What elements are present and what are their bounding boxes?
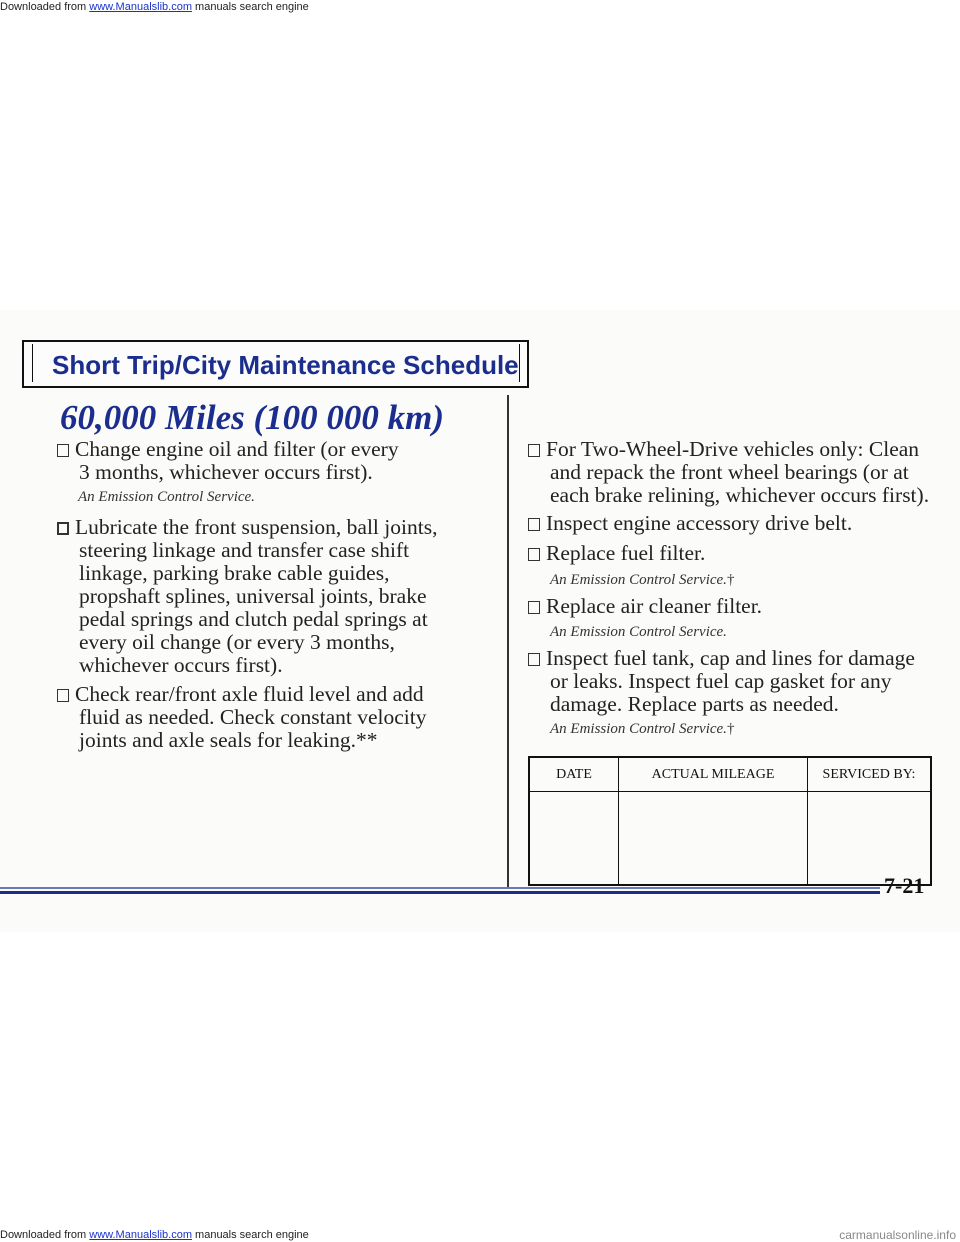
emission-note: An Emission Control Service.† (550, 721, 735, 737)
emission-note: An Emission Control Service. (550, 624, 727, 640)
dagger-mark: † (726, 721, 735, 737)
section-title: 60,000 Miles (100 000 km) (60, 398, 445, 437)
checklist-item-axle-fluid: Check rear/front axle fluid level and add fluid as needed. Check constant velocity joints and axle seals for leaking.** (57, 683, 426, 752)
emission-note: An Emission Control Service.† (550, 572, 735, 588)
checkbox[interactable] (528, 601, 540, 614)
watermark: carmanualsonline.info (839, 1228, 956, 1242)
footer-rule-thin (0, 887, 880, 889)
footer-rule-thick (0, 891, 880, 894)
checkbox[interactable] (57, 522, 69, 535)
checklist-item-air-cleaner: Replace air cleaner filter. (528, 595, 762, 618)
schedule-title: Short Trip/City Maintenance Schedule (52, 350, 519, 380)
manual-page (0, 310, 960, 932)
schedule-header (22, 340, 529, 388)
checkbox[interactable] (528, 653, 540, 666)
table-header-row (529, 757, 931, 792)
header-tick-left (32, 344, 33, 382)
checklist-item-wheel-bearings: For Two-Wheel-Drive vehicles only: Clean and repack the front wheel bearings (or at each brake relining, whichever occurs first). (528, 438, 929, 507)
page-number: 7-21 (884, 873, 925, 898)
emission-note: An Emission Control Service. (78, 489, 255, 505)
checkbox[interactable] (528, 518, 540, 531)
checklist-item-engine-oil: Change engine oil and filter (or every 3 months, whichever occurs first). (57, 438, 399, 484)
column-divider (507, 395, 509, 887)
header-tick-right (519, 344, 520, 382)
actual-mileage-header: ACTUAL MILEAGE (619, 757, 808, 792)
manualslib-link[interactable]: www.Manualslib.com (89, 1229, 192, 1241)
checklist-item-fuel-tank: Inspect fuel tank, cap and lines for damage or leaks. Inspect fuel cap gasket for any damage. Replace parts as needed. (528, 647, 915, 716)
serviced-by-cell[interactable] (807, 792, 931, 886)
checkbox[interactable] (57, 689, 69, 702)
checklist-item-accessory-belt: Inspect engine accessory drive belt. (528, 512, 852, 535)
date-header: DATE (529, 757, 619, 792)
download-banner-bottom: Downloaded from www.Manualslib.com manuals search engine carmanualsonline.info (0, 1228, 956, 1242)
checkbox[interactable] (528, 444, 540, 457)
dagger-mark: † (726, 572, 735, 588)
date-cell[interactable] (529, 792, 619, 886)
serviced-by-header: SERVICED BY: (807, 757, 931, 792)
checkbox[interactable] (528, 548, 540, 561)
table-row (529, 792, 931, 886)
download-banner: Downloaded from www.Manualslib.com manuals search engine (0, 1, 309, 13)
checklist-item-lubricate: Lubricate the front suspension, ball joints, steering linkage and transfer case shift linkage, parking brake cable guides, propshaft splines, universal joints, brake pedal springs and clutch pedal springs at every oil change (or every 3 months, whichever occurs first). (57, 516, 437, 677)
mileage-cell[interactable] (619, 792, 808, 886)
service-record-table (528, 756, 932, 886)
checklist-item-fuel-filter: Replace fuel filter. (528, 542, 705, 565)
checkbox[interactable] (57, 444, 69, 457)
manualslib-link[interactable]: www.Manualslib.com (89, 1, 192, 13)
